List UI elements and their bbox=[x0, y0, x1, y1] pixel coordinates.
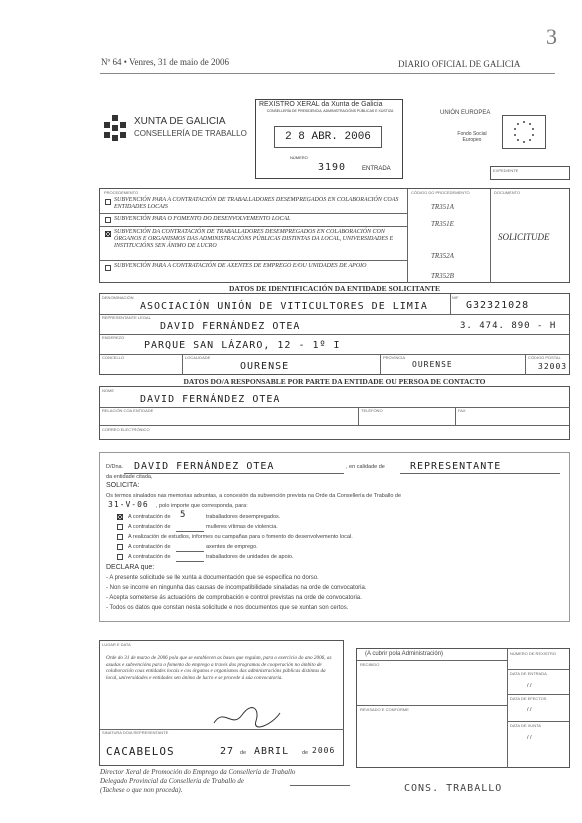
proc-item-4: SUBVENCIÓN PARA A CONTRATACIÓN DE AXENTES DE EMPREGO E/OU UNIDADES DE APOIO bbox=[114, 263, 367, 269]
lugar-label: LUGAR E DATA bbox=[102, 642, 131, 647]
fill-line bbox=[176, 551, 204, 552]
proc-rule bbox=[100, 260, 407, 261]
entidade-table bbox=[99, 293, 570, 375]
option-1-rest: traballadores desempregados. bbox=[206, 514, 281, 520]
row-rule bbox=[507, 721, 570, 722]
row-rule bbox=[100, 314, 570, 315]
proc-head-doc: DOCUMENTO bbox=[494, 190, 521, 195]
dest-1: Director Xeral de Promoción do Emprego da Consellería de Traballo bbox=[100, 768, 296, 776]
fax-label: FAX bbox=[458, 408, 466, 413]
proc-checkbox-1[interactable] bbox=[105, 199, 111, 205]
stamp-line1: REXISTRO XERAL da Xunta de Galicia bbox=[259, 101, 383, 108]
proc-checkbox-2[interactable] bbox=[105, 217, 111, 223]
doc-solicitude: SOLICITUDE bbox=[498, 232, 550, 242]
proc-code-1: TR351A bbox=[431, 203, 454, 211]
proc-item-3: SUBVENCIÓN DA CONTRATACIÓN DE TRABALLADORES DESEMPREGADOS EN COLABORACIÓN CON ÓRGANOS E ORGANISMOS DAS ADMINISTRACIÓNS PÚBLICAS DISTINTAS DA LOCAL, UNIVERSIDADES E INSTITUCIÓNS SEN ÁNIMO DE LUCRO bbox=[114, 229, 394, 249]
row-rule bbox=[357, 660, 507, 661]
procedures-table bbox=[99, 188, 570, 283]
enderezo-value[interactable]: PARQUE SAN LÁZARO, 12 - 1º I bbox=[144, 340, 341, 351]
stamp-numero-label: NÚMERO bbox=[290, 155, 308, 160]
solicita-text1: Os termos sinalados nas memorias adxuntas, a concesión da subvención prevista na Orde da Consellería de Traballo de bbox=[106, 493, 402, 499]
de-1: de bbox=[240, 750, 247, 756]
proc-item-2: SUBVENCIÓN PARA O FOMENTO DO DESENVOLVEMENTO LOCAL bbox=[114, 216, 291, 222]
localidade-label: LOCALIDADE bbox=[185, 355, 211, 360]
admin-title: (A cubrir pola Administración) bbox=[365, 651, 444, 657]
declara-item-1: - A presente solicitude se lle xunta a documentación que se especifica no dorso. bbox=[106, 575, 319, 581]
logo-dept: CONSELLERÍA DE TRABALLO bbox=[134, 129, 247, 138]
relacion-label: RELACIÓN COA ENTIDADE bbox=[102, 408, 154, 413]
declara-item-2: - Non se incorre en ningunha das causas de incompatibilidade sinaladas na orde de convocatoria. bbox=[106, 585, 367, 591]
row-rule bbox=[100, 334, 570, 335]
eu-flag bbox=[502, 115, 546, 149]
nif-value[interactable]: G32321028 bbox=[466, 300, 530, 311]
check-mark-icon bbox=[105, 231, 111, 237]
admin-xunta-slash: / / bbox=[527, 735, 532, 741]
responsable-table bbox=[99, 386, 570, 440]
option-checkbox-1[interactable] bbox=[117, 514, 123, 520]
page-mark: 3 bbox=[546, 24, 557, 49]
registry-stamp bbox=[255, 99, 403, 179]
admin-numero: NÚMERO DE REXISTRO bbox=[510, 651, 557, 656]
representante-value[interactable]: DAVID FERNÁNDEZ OTEA bbox=[160, 321, 301, 332]
lugar-block bbox=[99, 640, 344, 766]
admin-efectos-slash: / / bbox=[527, 707, 532, 713]
stamp-numero: 3190 bbox=[318, 162, 347, 173]
eu-title: UNIÓN EUROPEA bbox=[440, 110, 491, 116]
option-1-label: A contratación de bbox=[128, 514, 171, 520]
col-divider bbox=[525, 354, 526, 375]
proc-head-left: PROCEDEMENTO bbox=[104, 190, 139, 195]
row-rule bbox=[100, 425, 570, 426]
header-rule bbox=[100, 73, 555, 74]
nif-divider bbox=[450, 294, 451, 314]
fill-line bbox=[290, 785, 350, 786]
responsable-title: DATOS DO/A RESPONSABLE POR PARTE DA ENTIDADE OU PERSOA DE CONTACTO bbox=[183, 377, 486, 386]
col-divider bbox=[182, 354, 183, 375]
eu-stars-icon bbox=[503, 116, 545, 148]
option-checkbox-4[interactable] bbox=[117, 544, 123, 550]
row-rule bbox=[100, 354, 570, 355]
option-5-rest: traballadores de unidades de apoio. bbox=[206, 554, 294, 560]
admin-revisado: REVISADO E CONFORME bbox=[360, 707, 409, 712]
fill-line bbox=[124, 473, 344, 474]
solicita-block bbox=[99, 452, 570, 622]
concello-label: CONCELLO bbox=[102, 355, 125, 360]
fill-line bbox=[176, 561, 204, 562]
option-5-label: A contratación de bbox=[128, 554, 171, 560]
solicita-text2: , polo importe que corresponda, para: bbox=[156, 503, 248, 509]
admin-entrada: DATA DE ENTRADA bbox=[510, 671, 547, 676]
col-divider bbox=[358, 407, 359, 425]
lugar-value[interactable]: CACABELOS bbox=[106, 745, 175, 758]
stamp-entrada: ENTRADA bbox=[362, 166, 391, 172]
proc-code-2: TR351E bbox=[431, 220, 454, 228]
enderezo-label: ENDEREZO bbox=[102, 335, 125, 340]
declara-title: DECLARA que: bbox=[106, 564, 155, 571]
proc-code-3: TR352A bbox=[431, 252, 454, 260]
option-4-label: A contratación de bbox=[128, 544, 171, 550]
month-value[interactable]: ABRIL bbox=[254, 746, 290, 757]
calidade-value[interactable]: REPRESENTANTE bbox=[410, 461, 502, 472]
proc-checkbox-4[interactable] bbox=[105, 265, 111, 271]
solicita-line2: da entidade citada, bbox=[106, 474, 153, 480]
entidade-title: DATOS DE IDENTIFICACIÓN DA ENTIDADE SOLICITANTE bbox=[228, 284, 441, 293]
denominacion-value[interactable]: ASOCIACIÓN UNIÓN DE VITICULTORES DE LIMIA bbox=[140, 301, 428, 312]
admin-recibido: RECIBIDO bbox=[360, 662, 380, 667]
check-mark-icon bbox=[117, 514, 123, 520]
proc-code-4: TR352B bbox=[431, 272, 454, 280]
admin-xunta: DATA DE XUNTA bbox=[510, 723, 541, 728]
admin-efectos: DATA DE EFECTOS bbox=[510, 696, 547, 701]
fill-line bbox=[176, 531, 204, 532]
provincia-value[interactable]: OURENSE bbox=[412, 360, 453, 369]
cp-value[interactable]: 32003 bbox=[538, 362, 568, 371]
proc-item-1: SUBVENCIÓN PARA A CONTRATACIÓN DE TRABALLADORES DESEMPREGADOS EN COLABORACIÓN COAS ENTIDADES LOCAIS bbox=[114, 197, 399, 210]
declara-item-4: - Todos os datos que constan nesta solicitude e nos documentos que se xuntan son certos. bbox=[106, 605, 349, 611]
row-rule bbox=[507, 669, 570, 670]
proc-rule bbox=[100, 213, 407, 214]
col-divider bbox=[455, 407, 456, 425]
option-2-rest: mulleres vítimas de violencia. bbox=[206, 524, 278, 530]
denominacion-label: DENOMINACIÓN bbox=[102, 295, 134, 300]
solicita-prefix: D/Dna. bbox=[106, 464, 124, 470]
solicita-name[interactable]: DAVID FERNÁNDEZ OTEA bbox=[134, 461, 275, 472]
proc-checkbox-3[interactable] bbox=[105, 231, 111, 237]
option-checkbox-5[interactable] bbox=[117, 554, 123, 560]
row-rule bbox=[507, 694, 570, 695]
nome-label: NOME bbox=[102, 388, 114, 393]
option-checkbox-3[interactable] bbox=[117, 534, 123, 540]
correo-label: CORREO ELECTRÓNICO bbox=[102, 427, 150, 432]
row-rule bbox=[357, 705, 507, 706]
header-issue: Nº 64 • Venres, 31 de maio de 2006 bbox=[101, 57, 230, 67]
declara-item-3: - Acepta someterse ás actuacións de comprobación e control previstas na orde de convocatoria. bbox=[106, 595, 362, 601]
option-4-rest: axentes de emprego. bbox=[206, 544, 258, 550]
de-2: de bbox=[302, 750, 309, 756]
sinatura-label: SINATURA DO/A REPRESENTANTE bbox=[102, 730, 169, 735]
expediente-label: EXPEDIENTE bbox=[493, 168, 519, 173]
representante-label: REPRESENTANTE LEGAL bbox=[102, 315, 151, 320]
stamp-line2: CONSELLERÍA DE PRESIDENCIA, ADMINISTRACIÓNS PÚBLICAS E XUSTIZA bbox=[266, 109, 394, 113]
option-checkbox-2[interactable] bbox=[117, 524, 123, 530]
lexislacion-text: Orde do 31 de marzo de 2006 pola que se establecen as bases que regulan, para o exercicio do ano 2006, as axudas e subvencións para o fomento do emprego a través dos programas de cooperación no ámbito de colaboración coas entidades locais e cos órganos e organismos das administracións públicas distintas da local, universidades e entidades sen ánimo de lucro e se procede á súa convocatoria. bbox=[106, 655, 332, 681]
fill-line bbox=[400, 473, 560, 474]
xunta-logo-icon bbox=[104, 115, 126, 141]
logo-name: XUNTA DE GALICIA bbox=[134, 116, 226, 127]
localidade-value[interactable]: OURENSE bbox=[240, 361, 290, 372]
solicita-title: SOLICITA: bbox=[106, 482, 140, 489]
proc-col-divider bbox=[407, 189, 408, 283]
day-value[interactable]: 27 bbox=[220, 746, 235, 757]
dni-value[interactable]: 3. 474. 890 - H bbox=[460, 321, 557, 331]
row-rule bbox=[100, 407, 570, 408]
col-divider bbox=[380, 354, 381, 375]
footer-handwritten: CONS. TRABALLO bbox=[404, 783, 503, 794]
provincia-label: PROVINCIA bbox=[383, 355, 406, 360]
proc-col-divider2 bbox=[490, 189, 491, 283]
eu-fund: Fondo Social Europeo bbox=[457, 131, 487, 143]
admin-entrada-slash: / / bbox=[527, 683, 532, 689]
telefono-label: TELÉFONO bbox=[361, 408, 383, 413]
header-journal: DIARIO OFICIAL DE GALICIA bbox=[398, 59, 521, 69]
option-3-label: A realización de estudios, informes ou campañas para o fomento do desenvolvemento local. bbox=[128, 534, 353, 540]
proc-head-code: CÓDIGO DO PROCEDEMENTO bbox=[411, 190, 470, 195]
admin-block bbox=[356, 648, 570, 768]
year-value[interactable]: 2006 bbox=[312, 746, 336, 755]
nif-label: NIF bbox=[452, 295, 459, 300]
option-1-value[interactable]: 5 bbox=[180, 510, 187, 520]
proc-rule bbox=[100, 226, 407, 227]
dest-3: (Tachese o que non proceda). bbox=[100, 786, 183, 794]
calidade-label: , en calidade de bbox=[346, 464, 385, 470]
nome-value[interactable]: DAVID FERNÁNDEZ OTEA bbox=[140, 394, 281, 405]
col-divider bbox=[507, 649, 508, 768]
dest-2: Delegado Provincial da Consellería de Traballo de bbox=[100, 777, 245, 785]
expediente-field[interactable] bbox=[490, 166, 570, 180]
solicita-date[interactable]: 31-V-06 bbox=[108, 500, 149, 509]
cp-label: CÓDIGO POSTAL bbox=[528, 355, 561, 360]
option-2-label: A contratación de bbox=[128, 524, 171, 530]
stamp-date: 2 8 ABR. 2006 bbox=[274, 126, 382, 148]
